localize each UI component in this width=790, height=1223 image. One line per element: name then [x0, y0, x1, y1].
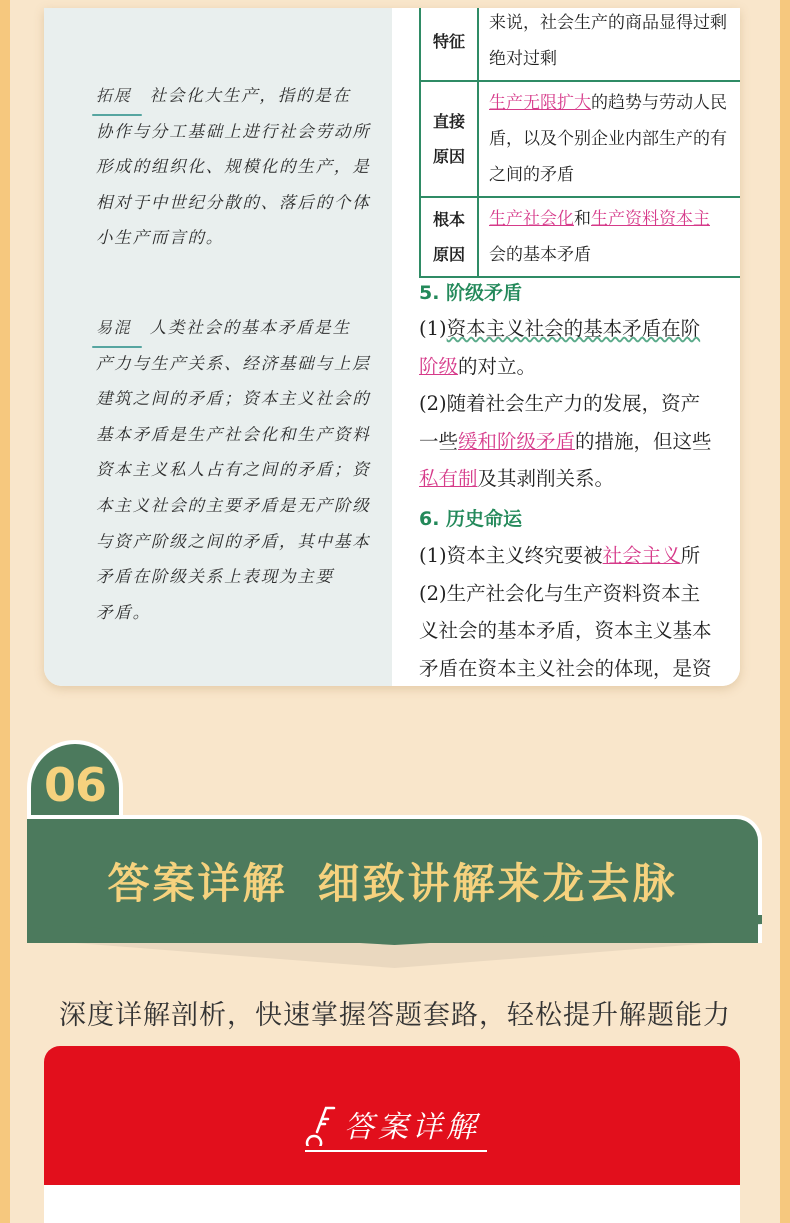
- highlight-term: 生产资料资本主: [591, 209, 710, 229]
- feature-table: [419, 8, 740, 278]
- note-line: 本主义社会的主要矛盾是无产阶级: [96, 495, 371, 515]
- note-tag-expand: 拓展: [96, 78, 132, 114]
- note-line: 小生产而言的。: [96, 228, 225, 248]
- section-heading-5: 5. 阶级矛盾: [419, 282, 523, 304]
- table-head-cell: 根本 原因: [420, 197, 478, 277]
- page-edge-left: [0, 0, 10, 1223]
- note-confuse: [96, 310, 382, 630]
- note-line: 建筑之间的矛盾；资本主义社会的: [96, 389, 371, 409]
- note-line: 相对于中世纪分散的、落后的个体: [96, 192, 371, 212]
- table-body-cell: 来说，社会生产的商品显得过剩 绝对过剩: [478, 8, 740, 81]
- note-line: 社会化大生产，指的是在: [149, 86, 351, 105]
- note-tag-confuse: 易混: [96, 310, 132, 346]
- key-icon: [304, 1102, 338, 1146]
- highlight-term: 生产社会化: [489, 209, 574, 229]
- highlight-term: 私有制: [419, 467, 478, 490]
- note-line: 协作与分工基础上进行社会劳动所: [96, 121, 371, 141]
- main-text-panel: [392, 8, 740, 686]
- note-line: 人类社会的基本矛盾是生: [149, 318, 351, 337]
- highlight-term: 缓和阶级矛盾: [458, 429, 576, 453]
- note-expand: [96, 78, 382, 256]
- answer-title-text: 答案详解: [344, 1110, 480, 1145]
- section-number: 06: [43, 758, 106, 812]
- side-notes-panel: [44, 8, 392, 686]
- section-subtitle: 深度详解剖析，快速掌握答题套路，轻松提升解题能力: [59, 1000, 731, 1031]
- note-line: 矛盾。: [96, 602, 151, 622]
- answer-preview-card: [44, 1046, 740, 1223]
- answer-title-underline: [305, 1150, 487, 1152]
- table-row: [420, 197, 740, 277]
- note-line: 矛盾在阶级关系上表现为主要: [96, 567, 334, 587]
- table-row: [420, 81, 740, 197]
- table-head-cell: 特征: [420, 8, 478, 81]
- table-row: [420, 8, 740, 81]
- note-line: 形成的组织化、规模化的生产，是: [96, 157, 371, 177]
- note-line: 基本矛盾是生产社会化和生产资料: [96, 424, 371, 444]
- highlight-term: 阶级: [419, 354, 459, 378]
- banner-title: 答案详解 细致讲解来龙去脉: [107, 859, 678, 908]
- section-5-text: (1)资本主义社会的基本矛盾在阶 阶级的对立。 (2)随着社会生产力的发展，资产 一些缓和阶级矛盾的措施，但这些 私有制及其剥削关系。: [419, 317, 712, 490]
- note-line: 产力与生产关系、经济基础与上层: [96, 353, 371, 373]
- note-line: 与资产阶级之间的矛盾，其中基本: [96, 531, 371, 551]
- section-heading-6: 6. 历史命运: [419, 508, 523, 530]
- table-head-cell: 直接 原因: [420, 81, 478, 197]
- note-line: 资本主义私人占有之间的矛盾；资: [96, 460, 371, 480]
- page-edge-right: [780, 0, 790, 1223]
- table-body-cell: 生产无限扩大的趋势与劳动人民 盾，以及个别企业内部生产的有 之间的矛盾: [478, 81, 740, 197]
- highlight-term: 社会主义: [602, 544, 681, 567]
- book-preview-card: [44, 8, 740, 686]
- answer-card-title: [44, 1102, 740, 1146]
- table-body-cell: 生产社会化和生产资料资本主 会的基本矛盾: [478, 197, 740, 277]
- highlight-term: 生产无限扩大: [489, 93, 591, 113]
- section-6-text: (1)资本主义终究要被社会主义所 (2)生产社会化与生产资料资本主 义社会的基本矛盾，资本主义基本 矛盾在资本主义社会的体现，是资: [419, 544, 712, 680]
